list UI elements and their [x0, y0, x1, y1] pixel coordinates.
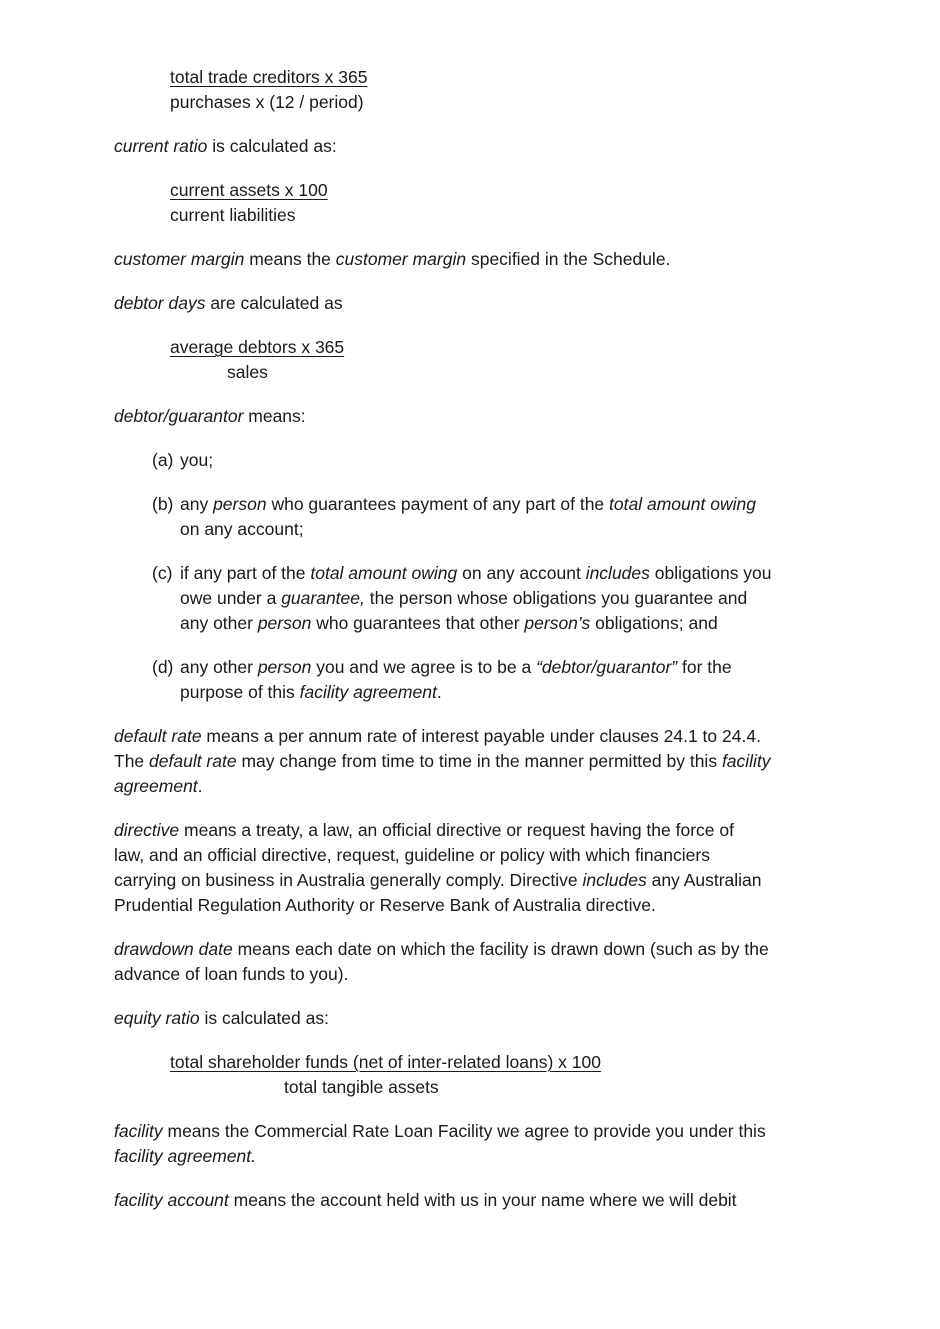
term-ref: default rate: [149, 751, 237, 771]
definition-debtor-guarantor: [114, 408, 306, 426]
list-item-b: [180, 496, 756, 514]
text: means:: [243, 406, 306, 426]
text: means a per annum rate of interest payable under clauses 24.1 to 24.4.: [201, 726, 761, 746]
text: on any account: [457, 563, 586, 583]
term-ref: person: [213, 494, 267, 514]
formula-numerator: total shareholder funds (net of inter-related loans) x 100: [170, 1052, 601, 1072]
term-ref: person’s: [524, 613, 591, 633]
term-ref: person: [257, 613, 312, 633]
text: specified in the Schedule.: [466, 249, 671, 269]
text: the person whose obligations you guarantee and: [364, 588, 748, 608]
term: default rate: [114, 726, 202, 746]
text: carrying on business in Australia generally comply. Directive: [114, 870, 583, 890]
text: if any part of the: [180, 563, 311, 583]
text: any Australian: [646, 870, 762, 890]
list-item-c-line2: [180, 590, 747, 608]
term-ref: customer margin: [335, 249, 467, 269]
definition-directive-line2: law, and an official directive, request, guideline or policy with which financiers: [114, 845, 710, 865]
term-ref: includes: [582, 870, 647, 890]
term-ref: total amount owing: [310, 563, 458, 583]
definition-facility: [114, 1123, 766, 1141]
formula-denominator: total tangible assets: [284, 1077, 439, 1097]
term: drawdown date: [114, 939, 233, 959]
term-ref: facility: [721, 751, 771, 771]
text: any other: [180, 613, 258, 633]
term: debtor/guarantor: [114, 406, 244, 426]
list-item-d-line2: [180, 684, 442, 702]
term-ref: person: [257, 657, 312, 677]
list-item-d: [180, 659, 732, 677]
list-item-a: you;: [180, 450, 214, 470]
text: obligations; and: [590, 613, 718, 633]
text: means each date on which the facility is drawn down (such as by the: [232, 939, 769, 959]
term: facility account: [114, 1190, 229, 1210]
term: current ratio: [114, 136, 208, 156]
definition-default-rate-line3: [114, 778, 203, 796]
list-label-b: (b): [152, 494, 174, 514]
definition-default-rate-line2: [114, 753, 771, 771]
text: may change from time to time in the manner permitted by this: [236, 751, 722, 771]
text: owe under a: [180, 588, 282, 608]
list-label-d: (d): [152, 657, 174, 677]
definition-directive-line4: Prudential Regulation Authority or Reserve Bank of Australia directive.: [114, 895, 656, 915]
definition-directive-line3: [114, 872, 762, 890]
text: means a treaty, a law, an official directive or request having the force of: [179, 820, 734, 840]
list-label-a: (a): [152, 450, 174, 470]
term-ref: facility agreement: [299, 682, 437, 702]
text: The: [114, 751, 150, 771]
term: customer margin: [114, 249, 245, 269]
term-ref: total amount owing: [609, 494, 756, 514]
formula-numerator: average debtors x 365: [170, 337, 345, 357]
text: is calculated as:: [207, 136, 337, 156]
definition-facility-account: [114, 1192, 737, 1210]
formula-numerator: total trade creditors x 365: [170, 67, 368, 87]
text: is calculated as:: [199, 1008, 329, 1028]
definition-debtor-days: [114, 295, 343, 313]
formula-denominator: sales: [227, 362, 268, 382]
term: facility: [114, 1121, 163, 1141]
term: directive: [114, 820, 180, 840]
definition-drawdown-date: [114, 941, 769, 959]
term-ref: “debtor/guarantor”: [536, 657, 678, 677]
definition-drawdown-date-line2: advance of loan funds to you).: [114, 964, 349, 984]
list-label-c: (c): [152, 563, 173, 583]
text: purpose of this: [180, 682, 300, 702]
formula-numerator: current assets x 100: [170, 180, 328, 200]
text: means the account held with us in your name where we will debit: [228, 1190, 737, 1210]
definition-current-ratio: [114, 138, 337, 156]
list-item-c: [180, 565, 772, 583]
term-ref: agreement: [114, 776, 198, 796]
term: debtor days: [114, 293, 206, 313]
definition-default-rate: [114, 728, 761, 746]
text: who guarantees payment of any part of the: [266, 494, 610, 514]
definition-equity-ratio: [114, 1010, 329, 1028]
definition-facility-line2: facility agreement.: [114, 1146, 257, 1166]
definition-customer-margin: [114, 251, 670, 269]
formula-denominator: current liabilities: [170, 205, 296, 225]
list-item-b-line2: on any account;: [180, 519, 304, 539]
term-ref: includes: [585, 563, 650, 583]
text: who guarantees that other: [311, 613, 525, 633]
text: means the: [244, 249, 336, 269]
term: equity ratio: [114, 1008, 200, 1028]
list-item-c-line3: [180, 615, 718, 633]
text: you and we agree is to be a: [311, 657, 537, 677]
text: are calculated as: [205, 293, 343, 313]
text: any: [180, 494, 214, 514]
term-ref: guarantee,: [281, 588, 365, 608]
text: for the: [677, 657, 732, 677]
text: .: [436, 682, 442, 702]
text: .: [197, 776, 203, 796]
text: means the Commercial Rate Loan Facility we agree to provide you under this: [162, 1121, 766, 1141]
formula-denominator: purchases x (12 / period): [170, 92, 364, 112]
text: obligations you: [649, 563, 772, 583]
definition-directive: [114, 822, 734, 840]
text: any other: [180, 657, 258, 677]
